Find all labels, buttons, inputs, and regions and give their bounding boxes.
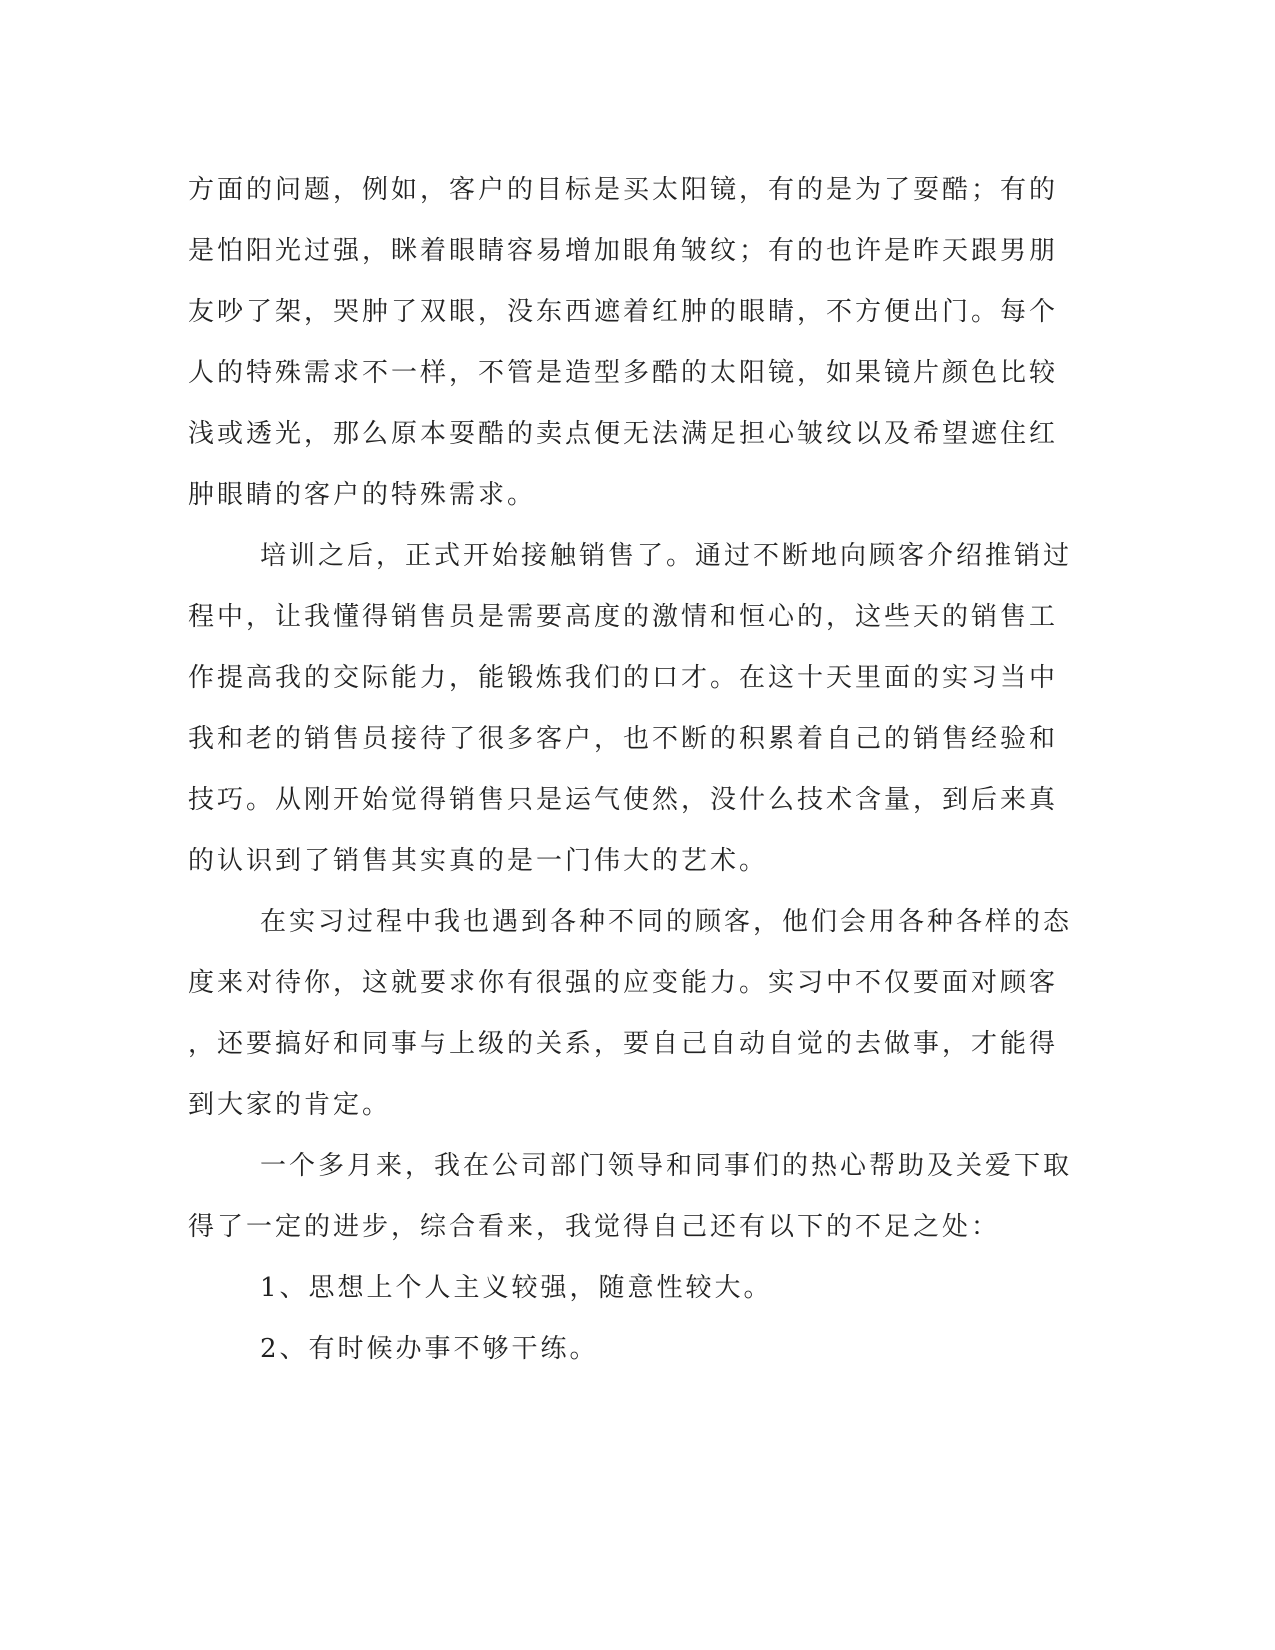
paragraph-first-line: 一个多月来，我在公司部门领导和同事们的热心帮助及关爱下取 — [260, 1151, 1073, 1181]
list-item-text: 1、思想上个人主义较强，随意性较大。 — [260, 1273, 773, 1303]
list-item-2 — [188, 1319, 1068, 1380]
paragraph-line: ，还要搞好和同事与上级的关系，要自己自动自觉的去做事，才能得 — [188, 1029, 1059, 1059]
paragraph-line: 肿眼睛的客户的特殊需求。 — [188, 480, 537, 510]
paragraph-line: 人的特殊需求不一样，不管是造型多酷的太阳镜，如果镜片颜色比较 — [188, 358, 1059, 388]
paragraph-line: 我和老的销售员接待了很多客户，也不断的积累着自己的销售经验和 — [188, 724, 1059, 754]
document-body — [188, 160, 1073, 1380]
paragraph-line: 到大家的肯定。 — [188, 1090, 392, 1120]
paragraph-line: 程中，让我懂得销售员是需要高度的激情和恒心的，这些天的销售工 — [188, 602, 1059, 632]
paragraph-2 — [188, 526, 1073, 892]
paragraph-line: 是怕阳光过强，眯着眼睛容易增加眼角皱纹；有的也许是昨天跟男朋 — [188, 236, 1059, 266]
paragraph-line: 作提高我的交际能力，能锻炼我们的口才。在这十天里面的实习当中 — [188, 663, 1059, 693]
list-item-text: 2、有时候办事不够干练。 — [260, 1334, 599, 1364]
paragraph-line: 技巧。从刚开始觉得销售只是运气使然，没什么技术含量，到后来真 — [188, 785, 1059, 815]
paragraph-line: 方面的问题，例如，客户的目标是买太阳镜，有的是为了耍酷；有的 — [188, 175, 1059, 205]
paragraph-4 — [188, 1136, 1073, 1258]
paragraph-first-line: 培训之后，正式开始接触销售了。通过不断地向顾客介绍推销过 — [260, 541, 1073, 571]
paragraph-line: 的认识到了销售其实真的是一门伟大的艺术。 — [188, 846, 769, 876]
list-item-1 — [188, 1258, 1068, 1319]
paragraph-1 — [188, 160, 1068, 526]
paragraph-first-line: 在实习过程中我也遇到各种不同的顾客，他们会用各种各样的态 — [260, 907, 1073, 937]
paragraph-line: 友吵了架，哭肿了双眼，没东西遮着红肿的眼睛，不方便出门。每个 — [188, 297, 1059, 327]
paragraph-line: 得了一定的进步，综合看来，我觉得自己还有以下的不足之处： — [188, 1212, 1001, 1242]
paragraph-3 — [188, 892, 1073, 1136]
paragraph-line: 度来对待你，这就要求你有很强的应变能力。实习中不仅要面对顾客 — [188, 968, 1059, 998]
paragraph-line: 浅或透光，那么原本耍酷的卖点便无法满足担心皱纹以及希望遮住红 — [188, 419, 1059, 449]
